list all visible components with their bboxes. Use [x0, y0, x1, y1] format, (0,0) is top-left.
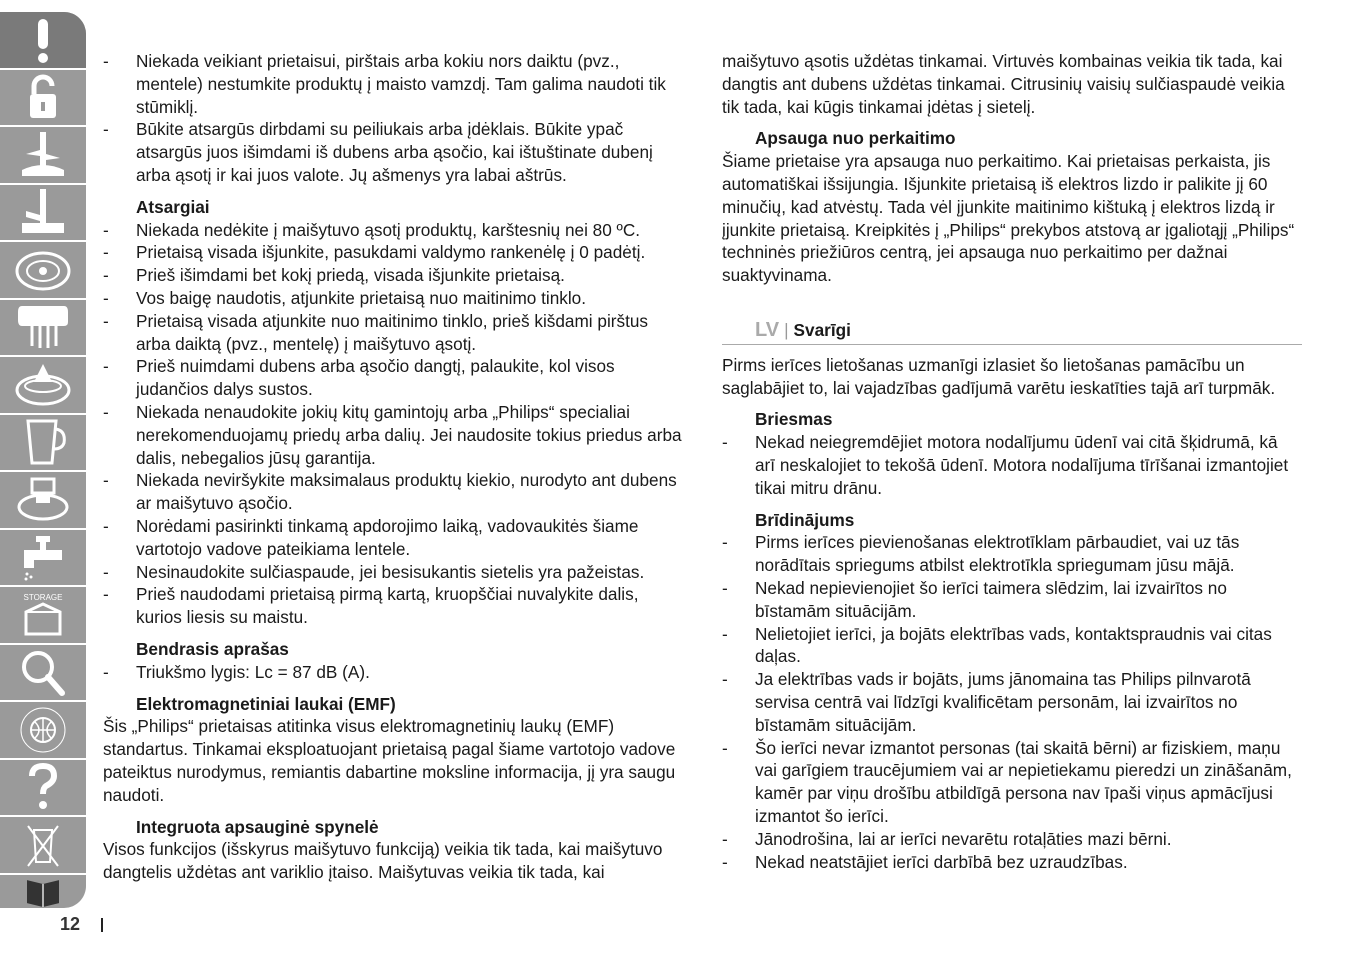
emf-paragraph: Šis „Philips“ prietaisas atitinka visus elektromagnetinių laukų (EMF) standartus. Tinkamai eksploatuojant prietaisą pagal šiame vartotojo vadove pateiktus nurodymus, remiantis dabartine moksline informacija, jį yra saugu naudoti. — [103, 716, 676, 805]
language-separator: | — [784, 319, 789, 340]
list-item: - Niekada neviršykite maksimalaus produktų kiekio, nurodyto ant dubens ar maišytuvo ąsočio. — [103, 469, 683, 515]
list-item: - Būkite atsargūs dirbdami su peiliukais arba įdėklais. Būkite ypač atsargūs juos išimdami iš dubens arba ąsočio, kai ištuštinate dubenį arba ąsotį ir kai juos valote. Jų ašmenys yra labai aštrūs. — [103, 118, 683, 186]
section-heading-bridinajums: Brīdinājums — [755, 509, 855, 530]
list-item: - Pirms ierīces pievienošanas elektrotīklam pārbaudiet, vai uz tās norādītais spriegums atbilst elektrotīkla spriegumam jūsu mājā. — [722, 531, 1302, 577]
recycle-bin-icon[interactable] — [0, 817, 86, 875]
list-item: - Prieš išimdami bet kokį priedą, visada išjunkite prietaisą. — [103, 264, 683, 287]
exclamation-icon[interactable] — [0, 12, 86, 70]
page-number: 12 — [60, 914, 81, 934]
list-item: - Nekad neatstājiet ierīci darbībā bez uzraudzības. — [722, 851, 1302, 874]
question-icon[interactable] — [0, 760, 86, 818]
juicer-icon[interactable] — [0, 357, 86, 415]
language-section-header — [722, 319, 1302, 345]
list-item: - Nekad nepievienojiet šo ierīci taimera slēdzim, lai izvairītos no bīstamām situācijām. — [722, 577, 1302, 623]
list-item: - Niekada veikiant prietaisui, pirštais arba kokiu nors daiktu (pvz., mentele) nestumkite produktų į maisto vamzdį. Tam galima naudoti tik stūmiklį. — [103, 50, 683, 118]
magnifier-icon[interactable] — [0, 645, 86, 703]
page-number-separator — [101, 918, 103, 932]
list-item: - Prietaisą visada išjunkite, pasukdami valdymo rankenėlę į 0 padėtį. — [103, 241, 683, 264]
section-heading-briesmas: Briesmas — [755, 409, 833, 430]
list-item: - Prietaisą visada atjunkite nuo maitinimo tinklo, prieš kišdami pirštus arba daiktą (pvz., mentelę) į maišytuvo ąsotį. — [103, 310, 683, 356]
tap-icon[interactable] — [0, 530, 86, 588]
section-heading-spynele: Integruota apsauginė spynelė — [136, 816, 379, 837]
mill-icon[interactable] — [0, 472, 86, 530]
list-item: - Jānodrošina, lai ar ierīci nevarētu rotaļāties mazi bērni. — [722, 828, 1302, 851]
list-item: - Nekad neiegremdējiet motora nodalījumu ūdenī vai citā šķidrumā, kā arī neskalojiet to tekošā ūdenī. Motora nodalījuma tīrīšanai izmantojiet tikai mitru drānu. — [722, 431, 1302, 499]
lock-icon[interactable] — [0, 70, 86, 128]
chapter-sidebar — [0, 12, 86, 908]
section-heading-atsargiai: Atsargiai — [136, 196, 210, 217]
spynele-paragraph: Visos funkcijos (išskyrus maišytuvo funkciją) veikia tik tada, kai maišytuvo dangtelis uždėtas ant variklio įtaiso. Maišytuvas veikia tik tada, kai — [103, 839, 663, 883]
continued-paragraph: maišytuvo ąsotis uždėtas tinkamai. Virtuvės kombainas veikia tik tada, kai dangtis ant dubens uždėtas tinkamai. Citrusinių vaisių sulčiaspaudė veikia tik tada, kai kūgis tinkamai įdėtas į sietelį. — [722, 51, 1285, 117]
language-code: LV — [755, 318, 780, 341]
list-item: - Niekada nenaudokite jokių kitų gamintojų arba „Philips“ specialiai nerekomenduojamų priedų arba dalių. Jei naudosite tokius priedus arba dalis, nebegalios jūsų garantija. — [103, 401, 683, 469]
right-column — [722, 50, 1302, 873]
manual-icon[interactable] — [0, 875, 86, 909]
list-item: - Triukšmo lygis: Lc = 87 dB (A). — [103, 661, 683, 684]
list-item: - Niekada nedėkite į maišytuvo ąsotį produktų, karštesnių nei 80 ºC. — [103, 219, 683, 242]
list-item: - Nesinaudokite sulčiaspaude, jei besisukantis sietelis yra pažeistas. — [103, 561, 683, 584]
list-item: - Ja elektrības vads ir bojāts, jums jānomaina tas Philips pilnvarotā servisa centrā vai līdzīgi kvalificētam personām, lai izvairītos no bīstamām situācijām. — [722, 668, 1302, 736]
list-item: - Šo ierīci nevar izmantot personas (tai skaitā bērni) ar fiziskiem, maņu vai garīgiem traucējumiem vai ar nepietiekamu pieredzi un zināšanām, kamēr par viņu drošību atbildīgā persona nav īpaši viņus apmācījusi izmantot šo ierīci. — [722, 737, 1302, 828]
blade-icon[interactable] — [0, 127, 86, 185]
section-heading-bendrasis: Bendrasis aprašas — [136, 638, 289, 659]
storage-icon[interactable] — [0, 587, 86, 645]
perkaitimo-paragraph: Šiame prietaise yra apsauga nuo perkaitimo. Kai prietaisas perkaista, jis automatiškai išsijungia. Išjunkite prietaisą iš elektros lizdo ir palikite jį 60 minučių, kad atvėstų. Tada vėl įjunkite maitinimo kištuką į elektros lizdą ir įjunkite prietaisą. Kreipkitės į „Philips“ prekybos atstovą ar įgaliotąjį „Philips“ techninės priežiūros centrą, jei apsauga nuo perkaitimo per dažnai suaktyvinama. — [722, 151, 1295, 286]
lv-intro-paragraph: Pirms ierīces lietošanas uzmanīgi izlasiet šo lietošanas pamācību un saglabājiet to, lai vajadzības gadījumā varētu ieskatīties tajā arī turpmāk. — [722, 354, 1276, 398]
storage-label: STORAGE — [23, 592, 63, 602]
disc-icon[interactable] — [0, 242, 86, 300]
list-item: - Prieš nuimdami dubens arba ąsočio dangtį, palaukite, kol visos judančios dalys sustos. — [103, 355, 683, 401]
list-item: - Norėdami pasirinkti tinkamą apdorojimo laiką, vadovaukitės šiame vartotojo vadove pateikiama lentele. — [103, 515, 683, 561]
language-section-title: Svarīgi — [793, 319, 851, 340]
list-item: - Nelietojiet ierīci, ja bojāts elektrības vads, kontaktspraudnis vai citas daļas. — [722, 623, 1302, 669]
kneading-tool-icon[interactable] — [0, 185, 86, 243]
section-heading-emf: Elektromagnetiniai laukai (EMF) — [136, 693, 396, 714]
world-icon[interactable] — [0, 702, 86, 760]
section-heading-perkaitimo: Apsauga nuo perkaitimo — [755, 128, 956, 149]
whisk-icon[interactable] — [0, 300, 86, 358]
left-column — [103, 50, 683, 884]
jug-icon[interactable] — [0, 415, 86, 473]
list-item: - Prieš naudodami prietaisą pirmą kartą, kruopščiai nuvalykite dalis, kurios liesis su maistu. — [103, 583, 683, 629]
list-item: - Vos baigę naudotis, atjunkite prietaisą nuo maitinimo tinklo. — [103, 287, 683, 310]
